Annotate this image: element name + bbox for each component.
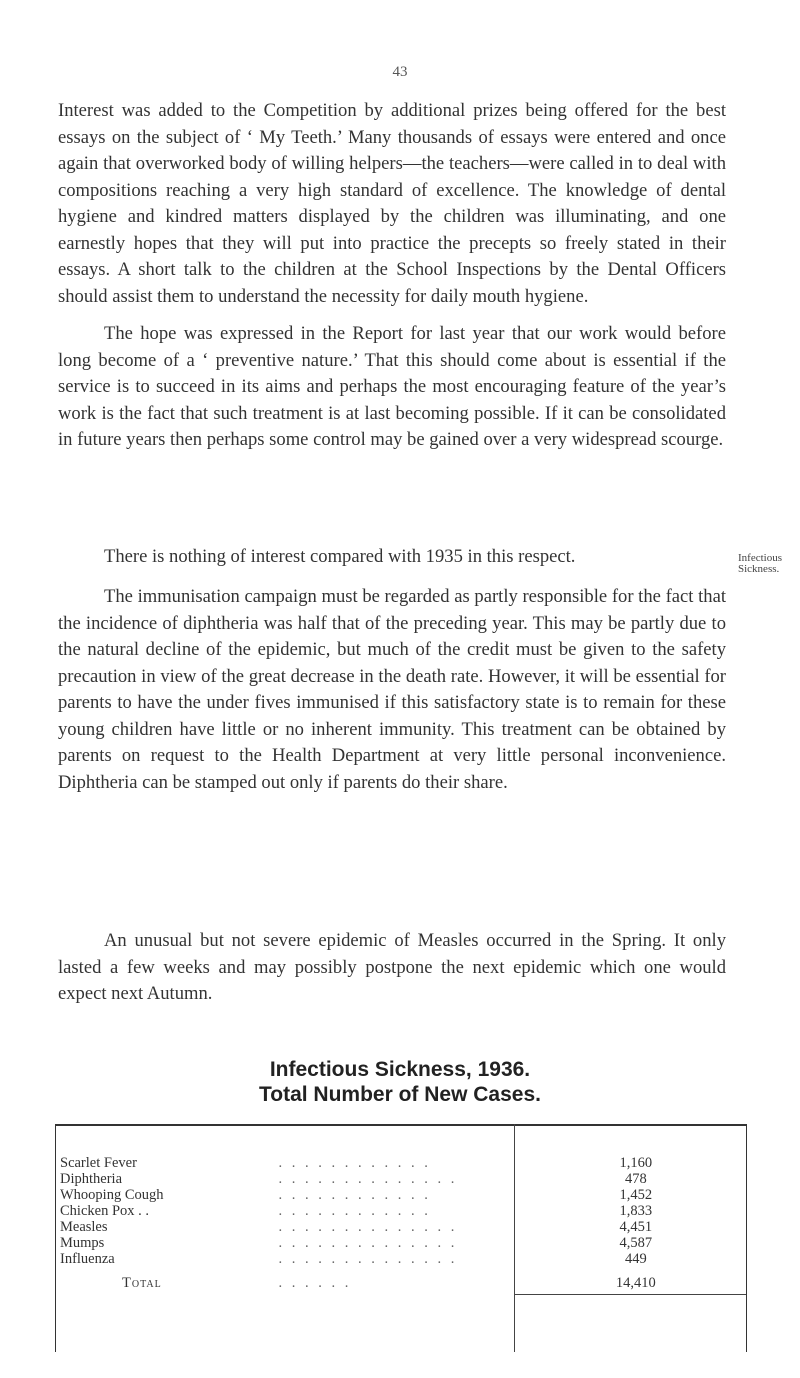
table-row bbox=[60, 1251, 740, 1267]
page-number: 43 bbox=[392, 64, 408, 80]
disease-name: Influenza bbox=[60, 1251, 115, 1267]
leader-dots: . . . . . . . . . . . . . . bbox=[278, 1171, 458, 1187]
leader-dots: . . . . . . . . . . . . bbox=[278, 1203, 431, 1219]
total-leader-dots: . . . . . . bbox=[278, 1275, 352, 1291]
paragraph-infectious-comparison: There is nothing of interest compared with 1935 in this respect. bbox=[104, 546, 576, 567]
paragraph-essay-competition: Interest was added to the Competition by additional prizes being offered for the best essays on the subject of ‘ My Teeth.’ Many thousands of essays were entered and once again that overworked body of willing helpers—the teachers—were called in to deal with compositions reaching a very high standard of excellence. The knowledge of dental hygiene and kindred matters displayed by the children was illuminating, and one earnestly hopes that they will put into practice the precepts so freely stated in their essays. A short talk to the children at the School Inspections by the Dental Officers should assist them to understand the necessity for daily mouth hygiene. bbox=[58, 100, 726, 307]
table-row bbox=[60, 1171, 740, 1187]
disease-name: Measles bbox=[60, 1219, 108, 1235]
table-row bbox=[60, 1203, 740, 1219]
disease-name: Mumps bbox=[60, 1235, 105, 1251]
paragraph-measles: An unusual but not severe epidemic of Measles occurred in the Spring. It only lasted a few weeks and may possibly postpone the next epidemic which one would expect next Autumn. bbox=[58, 930, 726, 1004]
table-heading: Infectious Sickness, 1936. bbox=[269, 1058, 531, 1081]
disease-name: Diphtheria bbox=[60, 1171, 123, 1187]
table-row bbox=[60, 1219, 740, 1235]
case-count: 1,452 bbox=[619, 1187, 653, 1203]
disease-name: Scarlet Fever bbox=[60, 1155, 137, 1171]
disease-name: Chicken Pox . . bbox=[60, 1203, 150, 1219]
total-value: 14,410 bbox=[615, 1275, 656, 1291]
disease-name: Whooping Cough bbox=[60, 1187, 164, 1203]
total-label: Total bbox=[122, 1275, 162, 1291]
cases-table bbox=[60, 1155, 740, 1291]
case-count: 478 bbox=[624, 1171, 647, 1187]
paragraph-immunisation: The immunisation campaign must be regarded as partly responsible for the fact that the incidence of diphtheria was half that of the preceding year. This may be partly due to the natural decline of the epidemic, but much of the credit must be given to the safety precaution in view of the great decrease in the death rate. However, it will be essential for parents to have the under fives immunised if this satisfactory state is to remain for these young children have little or no inherent immunity. This treatment can be obtained by parents on request to the Health Department at very little personal inconvenience. Diphtheria can be stamped out only if parents do their share. bbox=[58, 586, 726, 793]
table-top-rule bbox=[55, 1124, 747, 1126]
case-count: 449 bbox=[624, 1251, 647, 1267]
leader-dots: . . . . . . . . . . . . bbox=[278, 1187, 431, 1203]
table-row bbox=[60, 1235, 740, 1251]
leader-dots: . . . . . . . . . . . . . . bbox=[278, 1219, 458, 1235]
table-row bbox=[60, 1187, 740, 1203]
cases-table-box bbox=[55, 1124, 747, 1352]
case-count: 1,833 bbox=[619, 1203, 653, 1219]
case-count: 1,160 bbox=[619, 1155, 653, 1171]
case-count: 4,451 bbox=[619, 1219, 653, 1235]
margin-note-line-2: Sickness. bbox=[738, 563, 780, 575]
table-subheading: Total Number of New Cases. bbox=[258, 1083, 541, 1106]
leader-dots: . . . . . . . . . . . . bbox=[278, 1155, 431, 1171]
table-total-rule bbox=[514, 1294, 746, 1295]
total-row bbox=[60, 1267, 740, 1291]
leader-dots: . . . . . . . . . . . . . . bbox=[278, 1235, 458, 1251]
paragraph-preventive-work: The hope was expressed in the Report for last year that our work would before long become of a ‘ preventive nature.’ That this should come about is essential if the service is to succeed in its aims and perhaps the most encouraging feature of the year’s work is the fact that such treatment is at last becoming possible. If it can be consolidated in future years then perhaps some control may be gained over a very widespread scourge. bbox=[58, 323, 726, 450]
margin-note-line-1: Infectious bbox=[738, 552, 782, 564]
leader-dots: . . . . . . . . . . . . . . bbox=[278, 1251, 458, 1267]
table-row bbox=[60, 1155, 740, 1171]
case-count: 4,587 bbox=[619, 1235, 653, 1251]
margin-note bbox=[738, 553, 782, 575]
